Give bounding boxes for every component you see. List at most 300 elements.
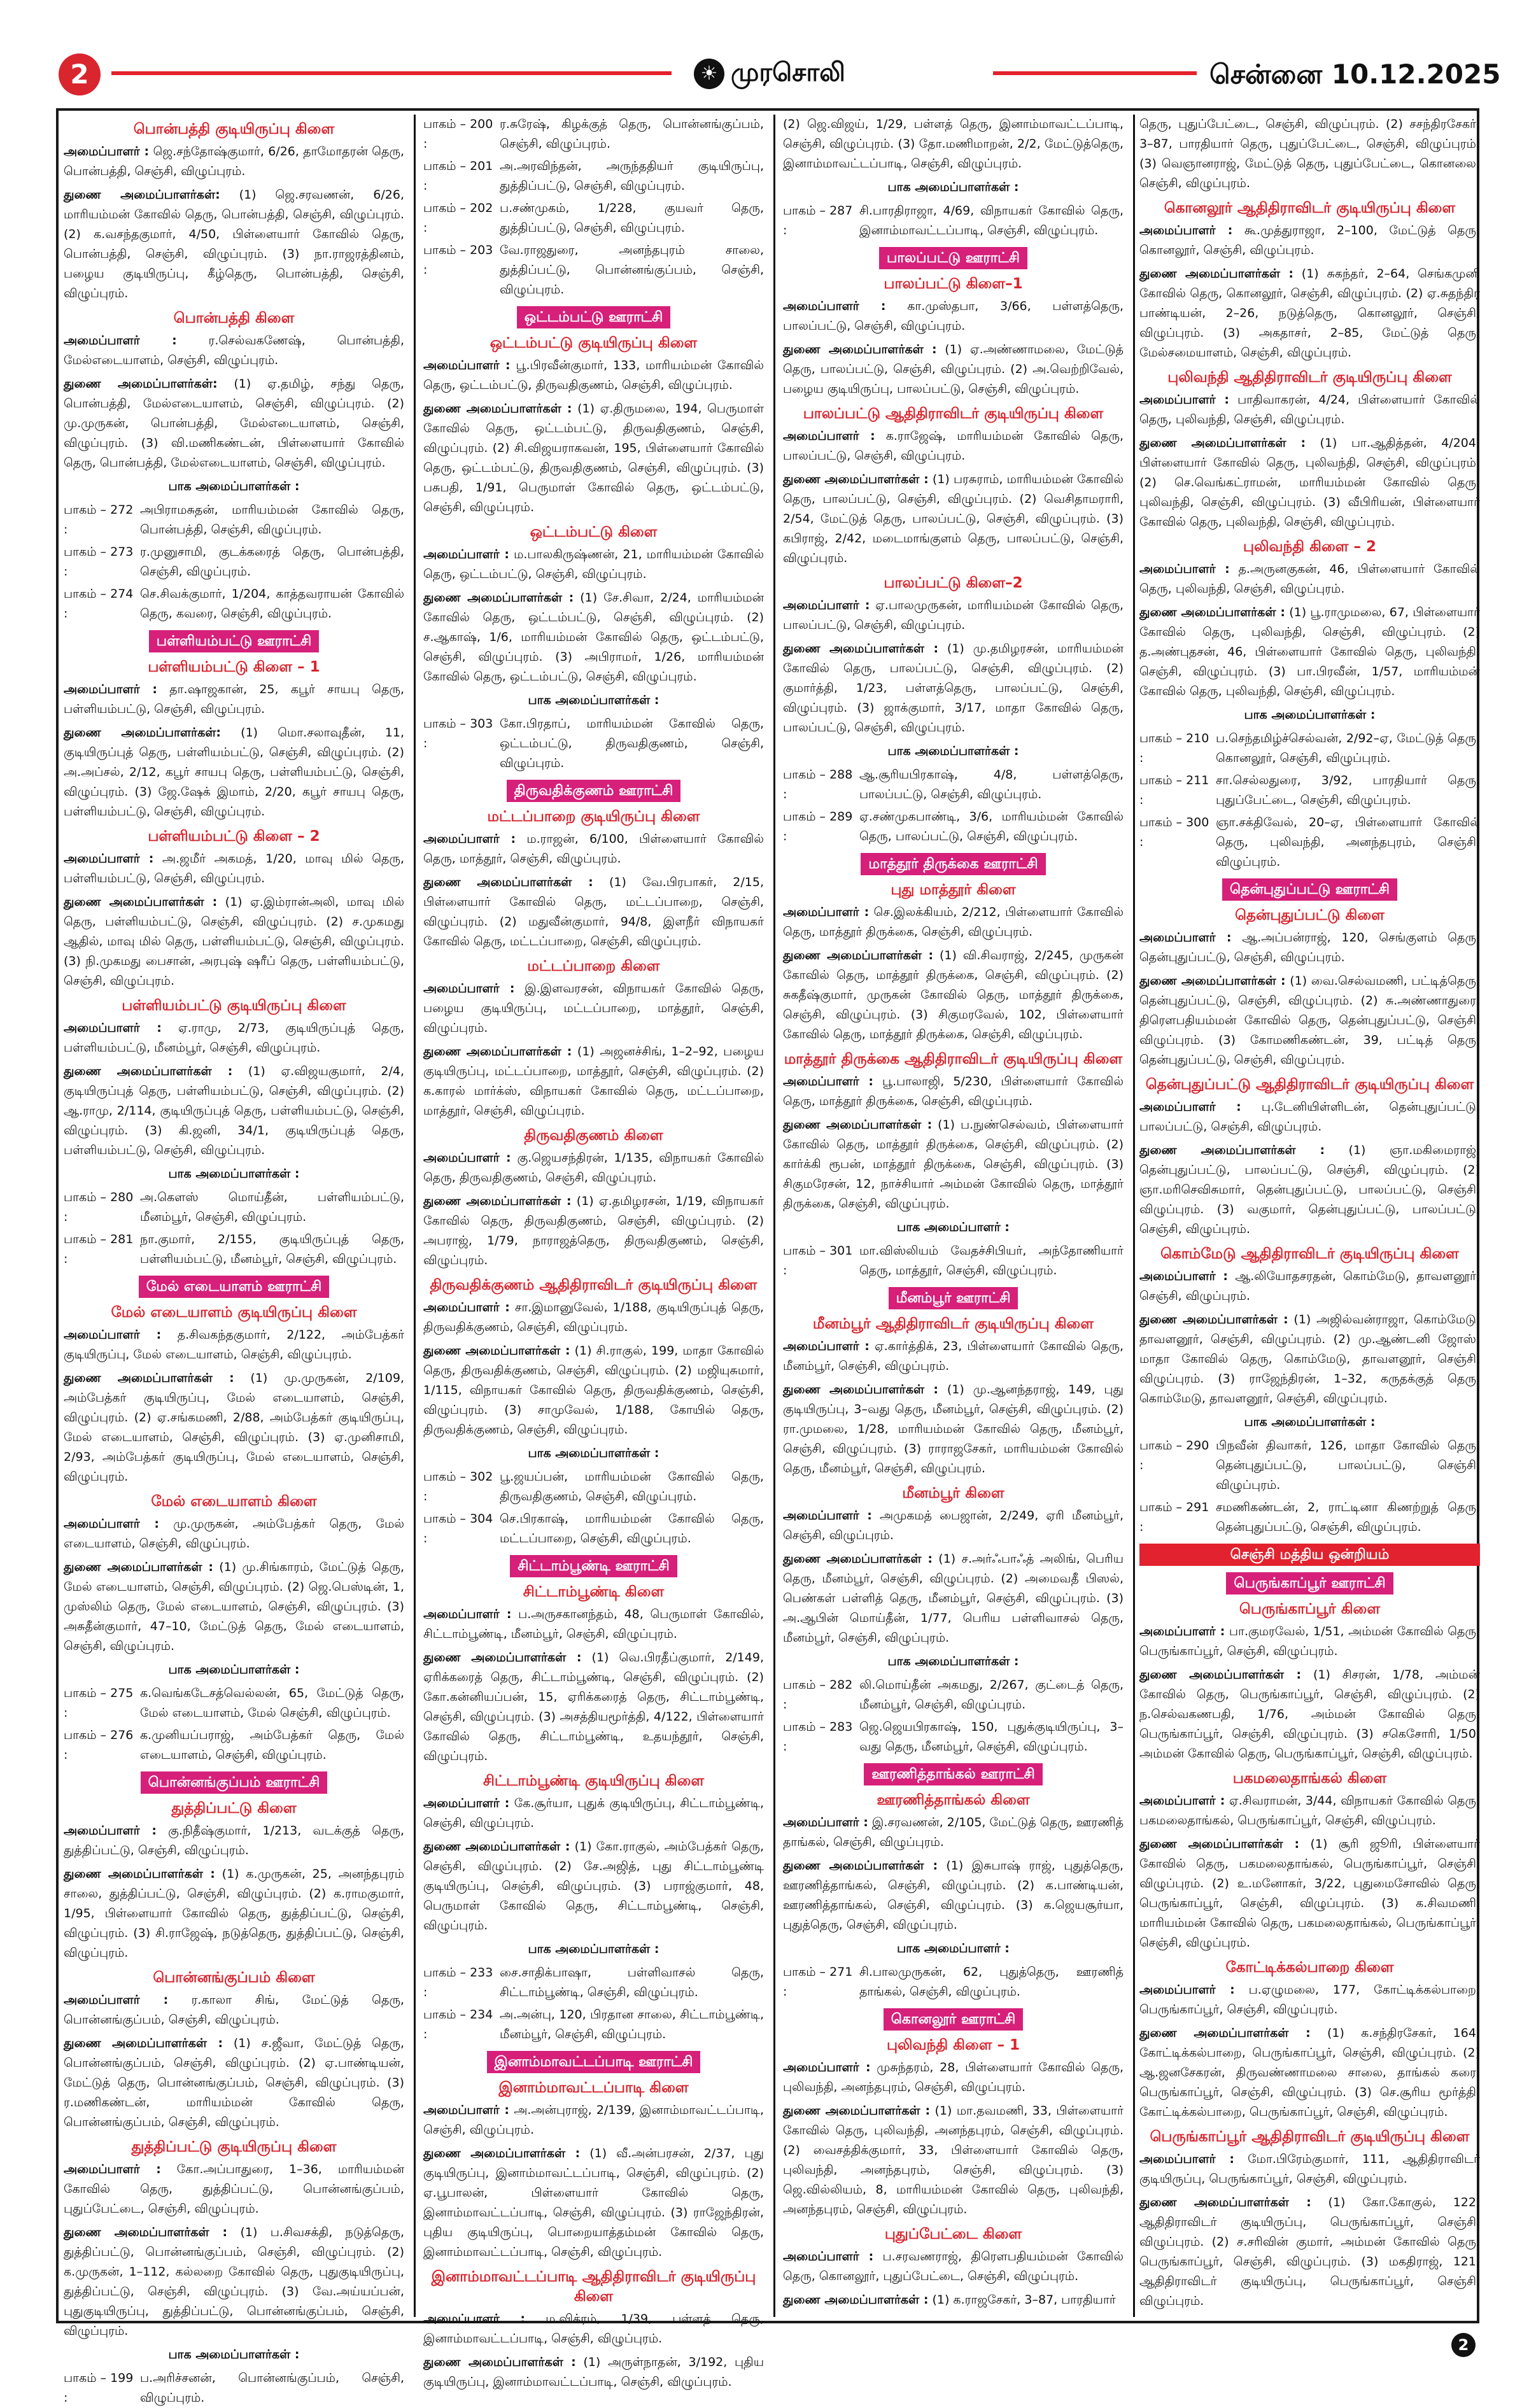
booth-organiser-details: செ.பிரகாஷ், மாரியம்மன் கோவில் தெரு, மட்டப்பாறை, செஞ்சி, விழுப்புரம். (500, 1512, 764, 1545)
booth-entry (1139, 771, 1480, 810)
booth-organiser-details: சி.பாலமுருகன், 62, புதுத்தெரு, ஊரணித் தாங்கல், செஞ்சி, விழுப்புரம். (859, 1965, 1124, 1999)
role-label: துணை அமைப்பாளர்கள் : (783, 2104, 931, 2118)
role-label: துணை அமைப்பாளர்கள் : (1139, 436, 1306, 450)
section-heading: தென்புதுப்பட்டு கிளை (1235, 907, 1385, 924)
booth-entry (64, 1726, 404, 1765)
role-label: துணை அமைப்பாளர்கள் : (1139, 1837, 1300, 1851)
role-label: அமைப்பாளர் : (64, 1824, 157, 1838)
booth-organiser-details: கோ.பிரதாப், மாரியம்மன் கோவில் தெரு, ஒட்டம்பட்டு, திருவதிகுணம், செஞ்சி, விழுப்புரம். (500, 717, 764, 770)
organiser-details: செ.இலக்கியம், 2/212, பிள்ளையார் கோவில் தெரு, மாத்தூர் திருக்கை, செஞ்சி, விழுப்புரம். (783, 905, 1124, 939)
organiser-details: (1) ஏ.விஜயகுமார், 2/4, குடியிருப்புத் தெரு, பள்ளியம்பட்டு, செஞ்சி, விழுப்புரம். (2) ஆ.ராமு, 2/114, குடியிருப்புத் தெரு, பள்ளியம்பட்டு, செஞ்சி, விழுப்புரம். (3) கி.ஜனி, 34/1, குடியிருப்புத் தெரு, பள்ளியம்பட்டு, செஞ்சி, விழுப்புரம். (64, 1064, 404, 1157)
organiser-details: கா.முஸ்தபா, 3/66, பள்ளத்தெரு, பாலப்பட்டு, செஞ்சி, விழுப்புரம். (783, 299, 1124, 333)
organiser-paragraph (1139, 1980, 1480, 2020)
section-heading: பாலப்பட்டு ஆதிதிராவிடர் குடியிருப்பு கிளை (803, 405, 1104, 422)
booth-entry (783, 1717, 1124, 1757)
role-label: துணை அமைப்பாளர்கள் : (423, 1840, 570, 1854)
section-heading: பள்ளியம்பட்டு குடியிருப்பு கிளை (122, 997, 346, 1014)
section-heading: இனாம்மாவட்டப்பாடி கிளை (498, 2080, 689, 2096)
role-label: துணை அமைப்பாளர்கள்: (64, 377, 218, 391)
booth-organiser-details: சமணிகண்டன், 2, ராட்டினா கிணற்றுத் தெரு, தென்புதுப்பட்டு, செஞ்சி, விழுப்புரம். (1216, 1500, 1480, 1534)
organiser-paragraph (423, 1042, 764, 1121)
organiser-details: ஏ.ராமு, 2/73, குடியிருப்புத் தெரு, பள்ளியம்பட்டு, மீனம்பூர், செஞ்சி, விழுப்புரம். (64, 1021, 404, 1055)
organiser-details: க.ராஜேஷ், மாரியம்மன் கோவில் தெரு, பாலப்பட்டு, செஞ்சி, விழுப்புரம். (783, 429, 1124, 463)
booth-number: பாகம் – 302 : (423, 1470, 493, 1503)
panchayat-banner: மாத்தூர் திருக்கை ஊராட்சி (861, 853, 1045, 875)
booth-entry (423, 157, 764, 196)
organiser-details: கூ.முத்துராஜா, 2–100, மேட்டுத் தெரு, கொனலூர், செஞ்சி, விழுப்புரம். (1139, 223, 1480, 257)
organiser-paragraph (783, 297, 1124, 336)
organiser-paragraph (1139, 1791, 1480, 1831)
organiser-details: (1) வெ.பிரதீப்குமார், 2/149, ஏரிக்கரைத் தெரு, சிட்டாம்பூண்டி, செஞ்சி, விழுப்புரம். (2) கோ.கன்னியப்பன், 15, ஏரிக்கரைத் தெரு, சிட்டாம்பூண்டி, செஞ்சி, விழுப்புரம். (3) அசத்தியமூர்த்தி, 4/122, பிள்ளையார் கோவில் தெரு, சிட்டாம்பூண்டி, உதயந்தூர், செஞ்சி, விழுப்புரம். (423, 1651, 764, 1763)
role-label: துணை அமைப்பாளர்கள் : (1139, 267, 1293, 281)
section-heading: மேல் எடையாளம் குடியிருப்பு கிளை (111, 1304, 357, 1321)
role-label: துணை அமைப்பாளர்கள் : (64, 1371, 234, 1385)
role-label: அமைப்பாளர் : (64, 682, 158, 696)
organiser-paragraph (64, 892, 404, 991)
organiser-details: முசுந்தரம், 28, பிள்ளையார் கோவில் தெரு, புலிவந்தி, அனந்தபுரம், செஞ்சி, விழுப்புரம். (783, 2060, 1124, 2094)
booth-organisers-heading: பாக அமைப்பாளர்கள் : (168, 1167, 300, 1181)
organiser-paragraph (1139, 971, 1480, 1070)
organiser-details: (1) அருள்நாதன், 3/192, புதிய குடியிருப்பு, இனாம்மாவட்டப்பாடி, செஞ்சி, விழுப்புரம். (423, 2355, 764, 2389)
booth-organiser-details: ப.அரிச்சனன், பொன்னங்குப்பம், செஞ்சி, விழுப்புரம். (140, 2371, 404, 2405)
organiser-paragraph (783, 1506, 1124, 1545)
booth-number: பாகம் – 199 : (64, 2371, 134, 2405)
booth-organiser-details: சை.சாதிக்பாஷா, பள்ளிவாசல் தெரு, சிட்டாம்பூண்டி, செஞ்சி, விழுப்புரம். (500, 1966, 764, 1999)
organiser-paragraph (1139, 1310, 1480, 1409)
section-heading: பெருங்காப்பூர் ஆதிதிராவிடர் குடியிருப்பு கிளை (1150, 2129, 1470, 2145)
booth-number: பாகம் – 211 : (1139, 773, 1209, 807)
booth-entry (1139, 813, 1480, 872)
organiser-details: (1) பா.ஆதித்தன், 4/204, பிள்ளையார் கோவில் தெரு, புலிவந்தி, செஞ்சி, விழுப்புரம். (2) செ.வெங்கட்ராமன், மாரியம்மன் கோவில் தெரு, புலிவந்தி, செஞ்சி, விழுப்புரம். (3) வீபிரியன், பிள்ளையார் கோவில் தெரு, புலிவந்தி, செஞ்சி, விழுப்புரம். (1139, 436, 1480, 529)
organiser-paragraph (1139, 1834, 1480, 1953)
organiser-details: (1) சிசரன், 1/78, அம்மன் கோவில் தெரு, பெருங்காப்பூர், செஞ்சி, விழுப்புரம். (2) ந.செல்வகணபதி, 1/76, அம்மன் கோவில் தெரு, பெருங்காப்பூர், செஞ்சி, விழுப்புரம். (3) சகெசோரி, 1/50, அம்மன் கோவில் தெரு, பெருங்காப்பூர், செஞ்சி, விழுப்புரம். (1139, 1668, 1481, 1761)
organiser-paragraph (783, 115, 1124, 174)
role-label: அமைப்பாளர் : (423, 358, 511, 372)
organiser-details: (1) அஜனச்சிங், 1–2–92, பழைய குடியிருப்பு, மட்டப்பாறை, மாத்தூர், செஞ்சி, விழுப்புரம். (2) க.காரல் மார்க்ஸ், விநாயகர் கோவில் தெரு, மட்டப்பாறை, மாத்தூர், செஞ்சி, விழுப்புரம். (423, 1045, 764, 1118)
organiser-paragraph (1139, 221, 1480, 260)
organiser-details: பூ.பிரவீன்குமார், 133, மாரியம்மன் கோவில் தெரு, ஒட்டம்பட்டு, திருவதிகுணம், செஞ்சி, விழுப்புரம். (423, 358, 764, 392)
section-heading: தென்புதுப்பட்டு ஆதிதிராவிடர் குடியிருப்பு கிளை (1145, 1076, 1474, 1093)
organiser-details: ப.ஏழுமலை, 177, கோட்டிக்கல்பாறை, பெருங்காப்பூர், செஞ்சி, விழுப்புரம். (1139, 1983, 1480, 2017)
role-label: துணை அமைப்பாளர்கள் : (423, 591, 574, 605)
role-label: அமைப்பாளர் : (64, 334, 177, 348)
booth-number: பாகம் – 281 : (64, 1232, 134, 1266)
booth-number: பாகம் – 234 : (423, 2008, 493, 2041)
role-label: துணை அமைப்பாளர்கள் : (783, 948, 934, 962)
organiser-details: ம.ராஜன், 6/100, பிள்ளையார் கோவில் தெரு, மாத்தூர், செஞ்சி, விழுப்புரம். (423, 832, 764, 866)
section-heading: மேல் எடையாளம் கிளை (151, 1493, 317, 1510)
organiser-paragraph (64, 1821, 404, 1861)
booth-number: பாகம் – 280 : (64, 1190, 134, 1224)
column-2 (423, 115, 764, 2389)
section-heading: பொன்பத்தி கிளை (173, 310, 295, 327)
role-label: அமைப்பாளர் : (423, 547, 509, 561)
organiser-details: ர.காலா சிங், மேட்டுத் தெரு, பொன்னங்குப்பம், செஞ்சி, விழுப்புரம். (64, 1993, 404, 2027)
section-heading: மீனம்பூர் ஆதிதிராவிடர் குடியிருப்பு கிளை (812, 1316, 1094, 1332)
section-heading: மட்டப்பாறை கிளை (527, 958, 660, 975)
booth-organiser-details: ப.சண்முகம், 1/228, குயவர் தெரு, துத்திப்பட்டு, செஞ்சி, விழுப்புரம். (500, 201, 764, 235)
booth-number: பாகம் – 300 : (1139, 815, 1209, 849)
organiser-details: சா.இமானுவேல், 1/188, குடியிருப்புத் தெரு, திருவதிக்குணம், செஞ்சி, விழுப்புரம். (423, 1300, 764, 1334)
role-label: அமைப்பாளர் : (423, 1607, 512, 1621)
role-label: அமைப்பாளர் : (423, 832, 516, 846)
organiser-paragraph (423, 1794, 764, 1833)
organiser-paragraph (64, 185, 404, 304)
booth-entry (64, 1230, 404, 1269)
booth-organiser-details: ர.முனுசாமி, குடக்கரைத் தெரு, பொன்பத்தி, செஞ்சி, விழுப்புரம். (140, 545, 404, 579)
section-heading: மட்டப்பாறை குடியிருப்பு கிளை (487, 808, 700, 825)
organiser-details: இ.இளவரசன், விநாயகர் கோவில் தெரு, பழைய குடியிருப்பு, மட்டப்பாறை, மாத்தூர், செஞ்சி, விழுப்புரம். (423, 982, 764, 1035)
booth-organiser-details: பூ.ஜயப்பன், மாரியம்மன் கோவில் தெரு, திருவதிகுணம், செஞ்சி, விழுப்புரம். (500, 1470, 764, 1503)
organiser-details: (1) ஏ.தமிழ், சந்து தெரு, பொன்பத்தி, மேல்எடையாளம், செஞ்சி, விழுப்புரம். (2) மு.முருகன், பொன்பத்தி, மேல்எடையாளம், செஞ்சி, விழுப்புரம். (3) வி.மணிகண்டன், பிள்ளையார் கோவில் தெரு, பொன்பத்தி, மேல்எடையாளம், செஞ்சி, விழுப்புரம். (64, 377, 404, 470)
organiser-details: பா.குமரவேல், 1/51, அம்மன் கோவில் தெரு, பெருங்காப்பூர், செஞ்சி, விழுப்புரம். (1139, 1624, 1480, 1658)
booth-organisers-heading: பாக அமைப்பாளர்கள் : (168, 1663, 300, 1677)
organiser-details: (1) இசுபாஷ் ராஜ், புதுத்தெரு, ஊரணித்தாங்கல், செஞ்சி, விழுப்புரம். (2) க.பாண்டியன், ஊரணித்தாங்கல், செஞ்சி, விழுப்புரம். (3) க.ஜெயசூர்யா, புதுத்தெரு, செஞ்சி, விழுப்புரம். (783, 1859, 1124, 1932)
organiser-details: (1) மு.ஆனந்தராஜ், 149, புது குடியிருப்பு, 3–வது தெரு, மீனம்பூர், செஞ்சி, விழுப்புரம். (2) ரா.முமலை, 1/28, மாரியம்மன் கோவில் தெரு, மீனம்பூர், செஞ்சி, விழுப்புரம். (3) ராராஜசேகர், மாரியம்மன் கோவில் தெரு, மீனம்பூர், செஞ்சி, விழுப்புரம். (783, 1383, 1124, 1475)
organiser-paragraph (64, 142, 404, 181)
organiser-paragraph (1139, 390, 1480, 430)
booth-number: பாகம் – 271 : (783, 1965, 853, 1999)
role-label: அமைப்பாளர் : (1139, 393, 1229, 407)
column-divider (414, 115, 416, 2317)
organiser-details: (1) சுகந்தர், 2–64, செங்கமுனி கோவில் தெரு, கொனலூர், செஞ்சி, விழுப்புரம். (2) ஏ.சுதந்திர பாண்டியன், 2–26, நடுத்தெரு, கொனலூர், செஞ்சி, விழுப்புரம். (3) அகதாசர், 2–85, மேட்டுத் தெரு, மேல்சமையாளம், செஞ்சி, விழுப்புரம். (1139, 267, 1480, 360)
organiser-paragraph (423, 545, 764, 584)
panchayat-banner: மீனம்பூர் ஊராட்சி (889, 1287, 1018, 1309)
organiser-paragraph (423, 829, 764, 869)
panchayat-banner: பொன்னங்குப்பம் ஊராட்சி (141, 1771, 328, 1794)
role-label: அமைப்பாளர் : (783, 1074, 873, 1088)
section-heading: சிட்டாம்பூண்டி கிளை (523, 1584, 665, 1600)
booth-entry (783, 807, 1124, 847)
role-label: அமைப்பாளர் : (64, 1993, 169, 2007)
role-label: அமைப்பாளர் : (423, 982, 515, 996)
booth-number: பாகம் – 233 : (423, 1966, 493, 1999)
organiser-paragraph (783, 1072, 1124, 1111)
organiser-details: அ.அன்புராஜ், 2/139, இனாம்மாவட்டப்பாடி, செஞ்சி, விழுப்புரம். (423, 2103, 764, 2137)
organiser-details: (1) பரசுராம், மாரியம்மன் கோவில் தெரு, பாலப்பட்டு, செஞ்சி, விழுப்புரம். (2) வெசிதாமராரி, 2/54, மேட்டுத் தெரு, பாலப்பட்டு, செஞ்சி, விழுப்புரம். (3) கபிராஜ், 2/42, மடைமாங்குளம் தெரு, பாலப்பட்டு, செஞ்சி, விழுப்புரம். (783, 472, 1124, 565)
organiser-paragraph (1139, 2150, 1480, 2189)
section-heading: இனாம்மாவட்டப்பாடி ஆதிதிராவிடர் குடியிருப்பு கிளை (431, 2269, 756, 2305)
panchayat-banner: பாலப்பட்டு ஊராட்சி (879, 247, 1027, 269)
panchayat-banner: இனாம்மாவட்டப்பாடி ஊராட்சி (487, 2051, 701, 2073)
booth-organiser-details: மா.விஸ்லியம் வேதச்சிபியர், அந்தோணியார் தெரு, மாத்தூர், செஞ்சி, விழுப்புரம். (859, 1244, 1124, 1278)
role-label: துணை அமைப்பாளர்கள் : (783, 2293, 929, 2307)
booth-entry (1139, 1436, 1480, 1495)
booth-entry (1139, 729, 1480, 768)
role-label: அமைப்பாளர் : (64, 2162, 161, 2176)
organiser-paragraph (423, 1648, 764, 1766)
organiser-paragraph (783, 1115, 1124, 1214)
organiser-details: (1) க.ராஜசேகர், 3–87, பாரதியார் (928, 2293, 1116, 2307)
role-label: அமைப்பாளர் : (1139, 931, 1232, 945)
organiser-details: (1) சி.ராகுல், 199, மாதா கோவில் தெரு, திருவதிக்குணம், செஞ்சி, விழுப்புரம். (2) மஜியுசுமார், 1/115, விநாயகர் கோவில் தெரு, திருவதிக்குணம், செஞ்சி, விழுப்புரம். (3) சாமுவேல், 1/188, கோயில் தெரு, திருவதிக்குணம், செஞ்சி, விழுப்புரம். (423, 1344, 764, 1437)
organiser-paragraph (64, 1018, 404, 1058)
organiser-paragraph (423, 2144, 764, 2262)
role-label: அமைப்பாளர் : (783, 1815, 868, 1829)
role-label: அமைப்பாளர் : (1139, 1624, 1225, 1638)
column-3 (783, 115, 1124, 2317)
role-label: துணை அமைப்பாளர்கள் : (783, 642, 939, 656)
organiser-details: ர.செல்வகணேஷ், பொன்பத்தி, மேல்எடையாளம், செஞ்சி, விழுப்புரம். (64, 334, 404, 367)
organiser-details: கோ.அப்பாதுரை, 1–36, மாரியம்மன் கோவில் தெரு, துத்திப்பட்டு, பொன்னங்குப்பம், புதுப்பேட்டை, செஞ்சி, விழுப்புரம். (64, 2162, 404, 2216)
organiser-details: (1) வி.சிவராஜ், 2/245, முருகன் கோவில் தெரு, மாத்தூர் திருக்கை, செஞ்சி, விழுப்புரம். (2) சுகதீஷ்குமார், முருகன் கோவில் தெரு, மாத்தூர் திருக்கை, செஞ்சி, விழுப்புரம். (3) சிகுமரவேல், 102, பிள்ளையார் கோவில் தெரு, மாத்தூர் திருக்கை, செஞ்சி, விழுப்புரம். (783, 948, 1124, 1041)
organiser-paragraph (64, 2034, 404, 2132)
organiser-paragraph (423, 588, 764, 687)
role-label: துணை அமைப்பாளர்கள் : (783, 342, 937, 356)
booth-entry (64, 500, 404, 540)
organiser-details: (1) ஏ.அண்ணாமலை, மேட்டுத் தெரு, பாலப்பட்டு, செஞ்சி, விழுப்புரம். (2) அ.வெற்றிவேல், பழைய குடியிருப்பு, பாலப்பட்டு, செஞ்சி, விழுப்புரம். (783, 342, 1124, 396)
organiser-paragraph (783, 903, 1124, 942)
organiser-details: அ.ஜமீர் அகமத், 1/20, மாவு மில் தெரு, பள்ளியம்பட்டு, செஞ்சி, விழுப்புரம். (64, 852, 405, 885)
role-label: துணை அமைப்பாளர்கள் : (783, 1552, 933, 1566)
section-heading: திருவதிக்குணம் ஆதிதிராவிடர் குடியிருப்பு கிளை (430, 1277, 757, 1293)
organiser-details: (1) வே.பிரபாகர், 2/15, பிள்ளையார் கோவில் தெரு, மட்டப்பாறை, செஞ்சி, விழுப்புரம். (2) மதுவீன்குமார், 94/8, இளநீர் விநாயகர் கோவில் தெரு, மட்டப்பாறை, செஞ்சி, விழுப்புரம். (423, 875, 764, 948)
role-label: துணை அமைப்பாளர்கள் : (423, 1194, 572, 1208)
organiser-details: (1) ஏ.திருமலை, 194, பெருமாள் கோவில் தெரு, ஒட்டம்பட்டு, திருவதிகுணம், செஞ்சி, விழுப்புரம். (2) சி.விஜயராகவன், 195, பிள்ளையார் கோவில் தெரு, ஒட்டம்பட்டு, திருவதிகுணம், செஞ்சி, விழுப்புரம். (3) பசுபதி, 1/91, பெருமாள் கோவில் தெரு, ஒட்டம்பட்டு, செஞ்சி, விழுப்புரம். (423, 402, 764, 514)
section-heading: மீனம்பூர் கிளை (902, 1485, 1004, 1502)
panchayat-banner: கொனலூர் ஊராட்சி (884, 2008, 1023, 2031)
booth-number: பாகம் – 273 : (64, 545, 134, 579)
role-label: அமைப்பாளர் : (783, 1509, 872, 1523)
role-label: துணை அமைப்பாளர்கள் : (1139, 1668, 1302, 1682)
role-label: அமைப்பாளர் : (1139, 2152, 1234, 2166)
organiser-details: (1) ஏ.இம்ரான்அலி, மாவு மில் தெரு, பள்ளியம்பட்டு, செஞ்சி, விழுப்புரம். (2) ச.முகமது ஆதில், மாவு மில் தெரு, பள்ளியம்பட்டு, செஞ்சி, விழுப்புரம். (3) நி.முகமது பைசான், அரபுஷ் ஷரீப் தெரு, பள்ளியம்பட்டு, செஞ்சி, விழுப்புரம். (64, 895, 405, 988)
role-label: துணை அமைப்பாளர்கள் : (64, 895, 218, 909)
booth-entry (423, 199, 764, 238)
role-label: அமைப்பாளர் : (423, 1796, 510, 1810)
booth-organiser-details: சி.பாரதிராஜா, 4/69, விநாயகர் கோவில் தெரு, இனாம்மாவட்டப்பாடி, செஞ்சி, விழுப்புரம். (859, 204, 1124, 237)
role-label: துணை அமைப்பாளர்கள் : (1139, 974, 1286, 988)
booth-organiser-details: சா.செல்லதுரை, 3/92, பாரதியார் தெரு, புதுப்பேட்டை, செஞ்சி, விழுப்புரம். (1216, 773, 1480, 807)
footer-page-number: 2 (1451, 2333, 1476, 2357)
organiser-paragraph (64, 1369, 404, 1487)
section-heading: புதுப்பேட்டை கிளை (884, 2226, 1022, 2243)
organiser-paragraph (783, 596, 1124, 635)
section-heading: புலிவந்தி கிளை – 2 (1243, 539, 1377, 555)
organiser-details: பூ.பாலாஜி, 5/230, பிள்ளையார் கோவில் தெரு, மாத்தூர் திருக்கை, செஞ்சி, விழுப்புரம். (783, 1074, 1124, 1108)
role-label: துணை அமைப்பாளர்கள் : (423, 402, 572, 416)
section-heading: துத்திப்பட்டு கிளை (171, 1800, 297, 1817)
section-heading: பொன்னங்குப்பம் கிளை (153, 1969, 315, 1986)
booth-entry (64, 1684, 404, 1723)
organiser-paragraph (783, 639, 1124, 738)
booth-organiser-details: நா.குமார், 2/155, குடியிருப்புத் தெரு, பள்ளியம்பட்டு, மீனம்பூர், செஞ்சி, விழுப்புரம். (140, 1232, 404, 1266)
booth-entry (423, 115, 764, 154)
union-banner: செஞ்சி மத்திய ஒன்றியம் (1139, 1544, 1480, 1566)
section-heading: பாலப்பட்டு கிளை–1 (884, 276, 1023, 292)
organiser-paragraph (64, 1864, 404, 1963)
organiser-details: (1) ச.அர்ஃபாஃத் அலிங், பெரிய தெரு, மீனம்பூர், செஞ்சி, விழுப்புரம். (2) அமைவதீ பிஸல், பெண்கள் பள்ளித் தெரு, மீனம்பூர், செஞ்சி, விழுப்புரம். (3) அ.ஆபின் மொய்தீன், 1/77, பெரிய பள்ளிவாசல் தெரு, மீனம்பூர், செஞ்சி, விழுப்புரம். (783, 1552, 1124, 1645)
organiser-details: தா.ஷாஜகான், 25, கபூர் சாயபு தெரு, பள்ளியம்பட்டு, செஞ்சி, விழுப்புரம். (64, 682, 404, 716)
organiser-details: (1) ஜெ.சரவணன், 6/26, மாரியம்மன் கோவில் தெரு, பொன்பத்தி, செஞ்சி, விழுப்புரம். (2) க.வசந்தகுமார், 4/50, பிள்ளையார் கோவில் தெரு, பொன்பத்தி, செஞ்சி, விழுப்புரம். (3) நா.ராஜரத்தினம், பழைய குடியிருப்பு, கீழ்தெரு, பொன்பத்தி, செஞ்சி, விழுப்புரம். (64, 188, 404, 300)
role-label: அமைப்பாளர் : (783, 299, 886, 313)
organiser-paragraph (64, 331, 404, 370)
organiser-paragraph (423, 1605, 764, 1644)
organiser-details: ப.அருசகானந்தம், 48, பெருமாள் கோவில், சிட்டாம்பூண்டி, மீனம்பூர், செஞ்சி, விழுப்புரம். (423, 1607, 764, 1641)
booth-entry (783, 1962, 1124, 2002)
organiser-details: (1) பூ.ராமுமலை, 67, பிள்ளையார் கோவில் தெரு, புலிவந்தி, செஞ்சி, விழுப்புரம். (2) த.அண்புதசன், 46, பிள்ளையார் கோவில் தெரு, புலிவந்தி, செஞ்சி, விழுப்புரம். (3) பா.பிரவீன், 1/57, மாரியம்மன் கோவில் தெரு, புலிவந்தி, செஞ்சி, விழுப்புரம். (1139, 605, 1481, 698)
organiser-paragraph (783, 1856, 1124, 1935)
section-heading: பள்ளியம்பட்டு கிளை – 1 (148, 659, 320, 675)
section-heading: பெருங்காப்பூர் கிளை (1239, 1601, 1381, 1617)
role-label: துணை அமைப்பாளர்கள் : (64, 2036, 223, 2050)
organiser-paragraph (64, 2160, 404, 2219)
booth-organiser-details: ஜெ.ஜெயபிரகாஷ், 150, புதுக்குடியிருப்பு, 3–வது தெரு, மீனம்பூர், செஞ்சி, விழுப்புரம். (859, 1720, 1124, 1754)
booth-number: பாகம் – 301 : (783, 1244, 853, 1278)
organiser-details: கு.ஜெயசந்திரன், 1/135, விநாயகர் கோவில் தெரு, திருவதிகுணம், செஞ்சி, விழுப்புரம். (423, 1151, 764, 1185)
booth-organisers-heading: பாக அமைப்பாளர்கள் : (168, 2348, 300, 2362)
organiser-paragraph (1139, 433, 1480, 532)
organiser-paragraph (783, 426, 1124, 466)
role-label: துணை அமைப்பாளர்கள்: (64, 188, 220, 202)
organiser-paragraph (1139, 1622, 1480, 1661)
booth-entry (64, 2369, 404, 2408)
role-label: துணை அமைப்பாளர்கள் : (1139, 2026, 1311, 2040)
organiser-paragraph (423, 2101, 764, 2140)
booth-entry (423, 241, 764, 300)
organiser-details: மோ.பிரேம்குமார், 111, ஆதிதிராவிடர் குடியிருப்பு, பெருங்காப்பூர், செஞ்சி, விழுப்புரம். (1139, 2152, 1480, 2186)
organiser-details: (1) கோ.ராகுல், அம்பேத்கர் தெரு, செஞ்சி, விழுப்புரம். (2) சே.அஜித், புது சிட்டாம்பூண்டி குடியிருப்பு, செஞ்சி, விழுப்புரம். (3) பராஜ்குமார், 48, பெருமாள் கோவில் தெரு, சிட்டாம்பூண்டி, செஞ்சி, விழுப்புரம். (423, 1840, 764, 1933)
organiser-details: (1) க.முருகன், 25, அனந்தபுரம் சாலை, துத்திப்பட்டு, செஞ்சி, விழுப்புரம். (2) க.ராமகுமார், 1/95, பிள்ளையார் கோவில் தெரு, துத்திப்பட்டு, செஞ்சி, விழுப்புரம். (3) சி.ராஜேஷ், நடுத்தெரு, துத்திப்பட்டு, செஞ்சி, விழுப்புரம். (64, 1867, 405, 1960)
organiser-paragraph (783, 2247, 1124, 2286)
booth-number: பாகம் – 200 : (423, 117, 493, 151)
role-label: அமைப்பாளர் : (1139, 1794, 1225, 1808)
booth-number: பாகம் – 202 : (423, 201, 493, 235)
booth-entry (783, 201, 1124, 241)
organiser-details: ஏ.சிவராமன், 3/44, விநாயகர் கோவில் தெரு, பகமலைதாங்கல், பெருங்காப்பூர், செஞ்சி, விழுப்புரம். (1139, 1794, 1481, 1827)
role-label: துணை அமைப்பாளர்கள் : (783, 1859, 938, 1873)
organiser-details: (1) மு.முருகன், 2/109, அம்பேத்கர் குடியிருப்பு, மேல் எடையாளம், செஞ்சி, விழுப்புரம். (2) ஏ.சங்கமணி, 2/88, அம்பேத்கர் குடியிருப்பு, மேல் எடையாளம், செஞ்சி, விழுப்புரம். (3) ஏ.முனிசாமி, 2/93, அம்பேத்கர் குடியிருப்பு, மேல் எடையாளம், செஞ்சி, விழுப்புரம். (64, 1371, 404, 1484)
booth-number: பாகம் – 272 : (64, 503, 134, 537)
organiser-paragraph (423, 1341, 764, 1440)
page-header (0, 0, 1536, 102)
organiser-paragraph (64, 1990, 404, 2030)
organiser-details: (1) வீ.அன்பரசன், 2/37, புது குடியிருப்பு, இனாம்மாவட்டப்பாடி, செஞ்சி, விழுப்புரம். (2) ஏ.பூபாலன், பிள்ளையார் கோவில் தெரு, இனாம்மாவட்டப்பாடி, செஞ்சி, விழுப்புரம். (3) ராஜேந்திரன், புதிய குடியிருப்பு, பொறையாத்தம்மன் கோவில் தெரு, இனாம்மாவட்டப்பாடி, செஞ்சி, விழுப்புரம். (423, 2146, 764, 2259)
organiser-paragraph (783, 1337, 1124, 1376)
booth-entry (64, 1188, 404, 1227)
role-label: அமைப்பாளர் : (783, 1339, 870, 1353)
organiser-paragraph (423, 1837, 764, 1936)
section-heading: ஒட்டம்பட்டு கிளை (530, 524, 658, 540)
organiser-paragraph (783, 2058, 1124, 2097)
organiser-details: (1) கோ.கோகுல், 122, ஆதிதிராவிடர் குடியிருப்பு, பெருங்காப்பூர், செஞ்சி, விழுப்புரம். (2) ச.சரிவின் குமார், அம்மன் கோவில் தெரு, பெருங்காப்பூர், செஞ்சி, விழுப்புரம். (3) மகதிராஜ், 121, ஆதிதிராவிடர் குடியிருப்பு, பெருங்காப்பூர், செஞ்சி, விழுப்புரம். (1139, 2195, 1480, 2308)
booth-number: பாகம் – 283 : (783, 1720, 853, 1754)
organiser-details: (1) வை.செல்வமணி, பட்டித்தெரு, தென்புதுப்பட்டு, செஞ்சி, விழுப்புரம். (2) சு.அண்ணாதுரை, திரௌபதியம்மன் கோவில் தெரு, தென்புதுப்பட்டு, செஞ்சி, விழுப்புரம். (3) கோமணிகண்டன், 39, பட்டித் தெரு, தென்புதுப்பட்டு, செஞ்சி, விழுப்புரம். (1139, 974, 1480, 1067)
role-label: அமைப்பாளர் : (1139, 1983, 1235, 1997)
role-label: துணை அமைப்பாளர்கள் : (423, 2146, 581, 2160)
booth-organiser-details: அ.அன்பு, 120, பிரதான சாலை, சிட்டாம்பூண்டி, மீனம்பூர், செஞ்சி, விழுப்புரம். (500, 2008, 764, 2041)
booth-organiser-details: ர.சுரேஷ், கிழக்குத் தெரு, பொன்னங்குப்பம், செஞ்சி, விழுப்புரம். (500, 117, 764, 151)
organiser-paragraph (423, 2309, 764, 2349)
role-label: துணை அமைப்பாளர்கள் : (423, 1651, 582, 1665)
organiser-paragraph (64, 374, 404, 473)
section-heading: புலிவந்தி கிளை – 1 (886, 2037, 1020, 2053)
organiser-details: தெரு, புதுப்பேட்டை, செஞ்சி, விழுப்புரம். (2) சசந்திரசேகர், 3–87, பாரதியார் தெரு, புதுப்பேட்டை, செஞ்சி, விழுப்புரம். (3) வெஞானராஜ், மேட்டுத் தெரு, புதுப்பேட்டை, கொனலை, செஞ்சி, விழுப்புரம். (1139, 117, 1480, 190)
organiser-paragraph (783, 1549, 1124, 1648)
booth-organisers-heading: பாக அமைப்பாளர்கள் : (528, 1942, 659, 1956)
organiser-paragraph (64, 1558, 404, 1656)
booth-number: பாகம் – 275 : (64, 1686, 134, 1720)
role-label: துணை அமைப்பாளர்கள் : (64, 1867, 215, 1881)
panchayat-banner: பெருங்காப்பூர் ஊராட்சி (1226, 1572, 1393, 1595)
booth-organisers-heading: பாக அமைப்பாளர்கள் : (528, 1446, 659, 1460)
role-label: துணை அமைப்பாளர்கள் : (1139, 1313, 1288, 1327)
booth-entry (64, 584, 404, 624)
organiser-paragraph (783, 340, 1124, 399)
booth-entry (423, 1963, 764, 2003)
page-number-badge: 2 (59, 53, 101, 95)
booth-organisers-heading: பாக அமைப்பாளர்கள் : (887, 1654, 1019, 1668)
panchayat-banner: தென்புதுப்பட்டு ஊராட்சி (1222, 878, 1397, 901)
organiser-details: கு.நிதீஷ்குமார், 1/213, வடக்குத் தெரு, துத்திப்பட்டு, செஞ்சி, விழுப்புரம். (64, 1824, 405, 1857)
booth-number: பாகம் – 201 : (423, 159, 493, 193)
booth-number: பாகம் – 303 : (423, 717, 493, 750)
role-label: அமைப்பாளர் : (783, 2250, 874, 2264)
column-divider (773, 115, 775, 2317)
role-label: அமைப்பாளர் : (64, 1021, 162, 1035)
rising-sun-icon: ☀ (694, 59, 724, 89)
organiser-paragraph (1139, 2193, 1480, 2311)
booth-entry (1139, 1498, 1480, 1537)
role-label: துணை அமைப்பாளர்கள் : (64, 1064, 233, 1078)
booth-number: பாகம் – 276 : (64, 1728, 134, 1762)
role-label: துணை அமைப்பாளர்கள் : (423, 1344, 570, 1358)
booth-number: பாகம் – 203 : (423, 243, 493, 277)
booth-number: பாகம் – 289 : (783, 810, 853, 843)
booth-organiser-details: க.முனியப்பராஜ், அம்பேத்கர் தெரு, மேல் எடையாளம், செஞ்சி, விழுப்புரம். (140, 1728, 404, 1762)
organiser-details: (1) மு.சிங்காரம், மேட்டுத் தெரு, மேல் எடையாளம், செஞ்சி, விழுப்புரம். (2) ஜெ.பெஸ்டின், 1, முஸ்லிம் தெரு, மேல் எடையாளம், செஞ்சி, விழுப்புரம். (3) அசுதீன்குமார், 47–10, மேட்டுத் தெரு, மேல் எடையாளம், செஞ்சி, விழுப்புரம். (64, 1560, 404, 1653)
booth-organiser-details: ப.செந்தமிழ்ச்செல்வன், 2/92–ஏ, மேட்டுத் தெரு, கொனலூர், செஞ்சி, விழுப்புரம். (1216, 731, 1480, 765)
organiser-paragraph (1139, 1097, 1480, 1137)
booth-organiser-details: ஆ.சூரியபிரகாஷ், 4/8, பள்ளத்தெரு, பாலப்பட்டு, செஞ்சி, விழுப்புரம். (859, 768, 1124, 801)
organiser-details: கே.சூர்யா, புதுக் குடியிருப்பு, சிட்டாம்பூண்டி, செஞ்சி, விழுப்புரம். (423, 1796, 764, 1830)
section-heading: பகமலைதாங்கல் கிளை (1232, 1770, 1387, 1787)
booth-number: பாகம் – 274 : (64, 587, 134, 621)
booth-organiser-details: பிநவீன் திவாகர், 126, மாதா கோவில் தெரு, தென்புதுப்பட்டு, பாலப்பட்டு, செஞ்சி, விழுப்புரம். (1216, 1439, 1480, 1492)
organiser-details: ம.பாலகிருஷ்ணன், 21, மாரியம்மன் கோவில் தெரு, ஒட்டம்பட்டு, செஞ்சி, விழுப்புரம். (423, 547, 764, 581)
organiser-details: (1) ஏ.தமிழரசன், 1/19, விநாயகர் கோவில் தெரு, திருவதிகுணம், செஞ்சி, விழுப்புரம். (2) அபராஜ், 1/79, நாராஜத்தெரு, திருவதிகுணம், செஞ்சி, விழுப்புரம். (423, 1194, 764, 1267)
booth-organiser-details: ஏ.சண்முகபாண்டி, 3/6, மாரியம்மன் கோவில் தெரு, பாலப்பட்டு, செஞ்சி, விழுப்புரம். (859, 810, 1124, 843)
organiser-details: இ.சரவணன், 2/105, மேட்டுத் தெரு, ஊரணித் தாங்கல், செஞ்சி, விழுப்புரம். (783, 1815, 1124, 1849)
organiser-details: ஆ.லியோதசரதன், கொம்மேடு, தாவளனூர், செஞ்சி, விழுப்புரம். (1139, 1269, 1480, 1303)
organiser-details: (2) ஜெ.விஜய், 1/29, பள்ளத் தெரு, இனாம்மாவட்டப்பாடி, செஞ்சி, விழுப்புரம். (3) தோ.மணிமாறன், 2/2, மேட்டுத்தெரு, இனாம்மாவட்டப்பாடி, செஞ்சி, விழுப்புரம். (783, 117, 1124, 171)
dateline: சென்னை 10.12.2025 (1209, 59, 1501, 90)
booth-entry (423, 1509, 764, 1549)
organiser-paragraph (423, 2353, 764, 2392)
role-label: துணை அமைப்பாளர்கள் : (423, 875, 593, 889)
booth-entry (64, 542, 404, 582)
panchayat-banner: சிட்டாம்பூண்டி ஊராட்சி (510, 1555, 677, 1577)
role-label: அமைப்பாளர் : (423, 1300, 510, 1314)
role-label: துணை அமைப்பாளர்கள் : (423, 1045, 572, 1059)
organiser-paragraph (423, 873, 764, 952)
panchayat-banner: ஒட்டம்பட்டு ஊராட்சி (517, 306, 671, 328)
role-label: துணை அமைப்பாளர்கள் : (423, 2355, 576, 2369)
booth-organiser-details: லி.மொய்தீன் அகமது, 2/267, குட்டைத் தெரு, மீனம்பூர், செஞ்சி, விழுப்புரம். (859, 1678, 1124, 1712)
section-heading: திருவதிகுணம் கிளை (524, 1127, 663, 1144)
header-rule-left (111, 71, 672, 75)
masthead-logo (694, 55, 845, 93)
role-label: அமைப்பாளர் : (1139, 562, 1230, 576)
organiser-paragraph (1139, 2024, 1480, 2122)
section-heading: பள்ளியம்பட்டு கிளை – 2 (148, 828, 320, 845)
panchayat-banner: ஊரணித்தாங்கல் ஊராட்சி (864, 1763, 1043, 1785)
organiser-details: (1) மொ.சலாவுதீன், 11, குடியிருப்புத் தெரு, பள்ளியம்பட்டு, செஞ்சி, விழுப்புரம். (2) அ.அப்சல், 2/12, கபூர் சாயபு தெரு, பள்ளியம்பட்டு, செஞ்சி, விழுப்புரம். (3) ஜே.ஷேக் இமாம், 2/20, கபூர் சாயபு தெரு, பள்ளியம்பட்டு, செஞ்சி, விழுப்புரம். (64, 726, 404, 819)
role-label: அமைப்பாளர் : (1139, 1100, 1241, 1114)
role-label: அமைப்பாளர் : (64, 852, 154, 866)
organiser-paragraph (1139, 264, 1480, 363)
organiser-details: (1) அஜில்வன்ராஜா, கொம்மேடு, தாவளனூர், செஞ்சி, விழுப்புரம். (2) மு.ஆண்டனி ஜோஸ், மாதா கோவில் தெரு, கொம்மேடு, தாவளனூர், செஞ்சி, விழுப்புரம். (3) ராஜேந்திரன், 1–32, கருதக்குத் தெரு, கொம்மேடு, தாவளனூர், செஞ்சி, விழுப்புரம். (1139, 1313, 1480, 1405)
